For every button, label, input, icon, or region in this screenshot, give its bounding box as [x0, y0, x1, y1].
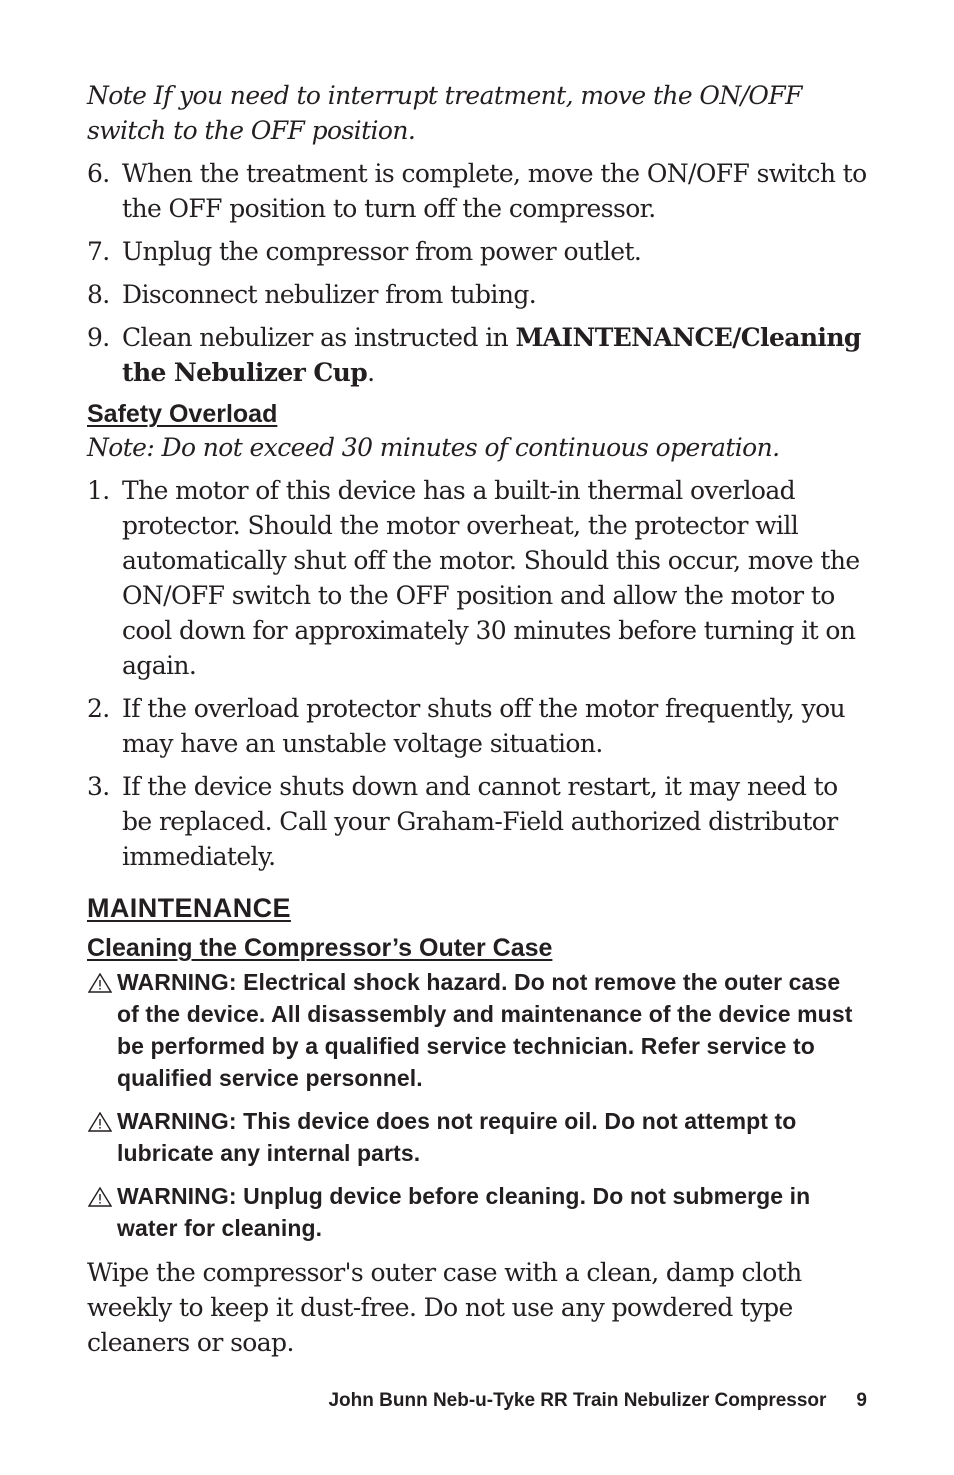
cleaning-outer-case-heading: Cleaning the Compressor’s Outer Case — [87, 934, 553, 962]
maintenance-heading: MAINTENANCE — [87, 893, 291, 923]
list-item — [87, 691, 867, 761]
step-text: When the treatment is complete, move the ON/OFF switch to the OFF position to turn off the compressor. — [122, 159, 867, 223]
step-text-end: . — [367, 358, 375, 387]
warning-text: WARNING: Electrical shock hazard. Do not remove the outer case of the device. All disassembly and maintenance of the device must be performed by a qualified service technician. Refer service to qualified service personnel. — [117, 969, 853, 1091]
operation-steps-list — [87, 156, 867, 390]
safety-overload-note: Note: Do not exceed 30 minutes of continuous operation. — [87, 433, 780, 462]
step-text: Unplug the compressor from power outlet. — [122, 237, 642, 266]
interrupt-treatment-note: Note If you need to interrupt treatment, move the ON/OFF switch to the OFF position. — [87, 81, 802, 145]
manual-page — [87, 78, 867, 1360]
warning-triangle-icon — [88, 1187, 112, 1207]
list-item — [87, 156, 867, 226]
step-text: If the overload protector shuts off the motor frequently, you may have an unstable voltage situation. — [122, 694, 846, 758]
step-number: 6. — [87, 159, 110, 188]
step-text: Disconnect nebulizer from tubing. — [122, 280, 537, 309]
list-item — [87, 769, 867, 874]
warning-block — [87, 1180, 867, 1244]
list-item — [87, 277, 867, 312]
warning-block — [87, 966, 867, 1094]
cleaning-instructions: Wipe the compressor's outer case with a clean, damp cloth weekly to keep it dust-free. Do not use any powdered type cleaners or soap. — [87, 1258, 802, 1357]
warning-triangle-icon — [88, 973, 112, 993]
step-number: 7. — [87, 237, 110, 266]
page-footer — [87, 1388, 867, 1414]
step-number: 3. — [87, 772, 110, 801]
warning-block — [87, 1105, 867, 1169]
step-number: 9. — [87, 323, 110, 352]
maintenance-reference: MAINTENANCE/Cleaning the Nebulizer Cup — [122, 323, 861, 387]
safety-steps-list — [87, 473, 867, 874]
step-number: 2. — [87, 694, 110, 723]
list-item — [87, 234, 867, 269]
safety-overload-heading: Safety Overload — [87, 400, 278, 428]
page-number: 9 — [856, 1390, 867, 1411]
step-text: The motor of this device has a built-in thermal overload protector. Should the motor overheat, the protector will automatically shut off the motor. Should this occur, move the ON/OFF switch to the OFF position and allow the motor to cool down for approximately 30 minutes before turning it on again. — [122, 476, 860, 680]
step-text: Clean nebulizer as instructed in — [122, 323, 516, 352]
list-item — [87, 320, 867, 390]
step-number: 1. — [87, 476, 110, 505]
list-item — [87, 473, 867, 683]
warning-triangle-icon — [88, 1112, 112, 1132]
warning-text: WARNING: Unplug device before cleaning. Do not submerge in water for cleaning. — [117, 1183, 811, 1241]
step-number: 8. — [87, 280, 110, 309]
step-text: If the device shuts down and cannot restart, it may need to be replaced. Call your Graham-Field authorized distributor immediately. — [122, 772, 838, 871]
footer-title: John Bunn Neb-u-Tyke RR Train Nebulizer Compressor — [328, 1390, 827, 1411]
warning-text: WARNING: This device does not require oil. Do not attempt to lubricate any internal parts. — [117, 1108, 797, 1166]
